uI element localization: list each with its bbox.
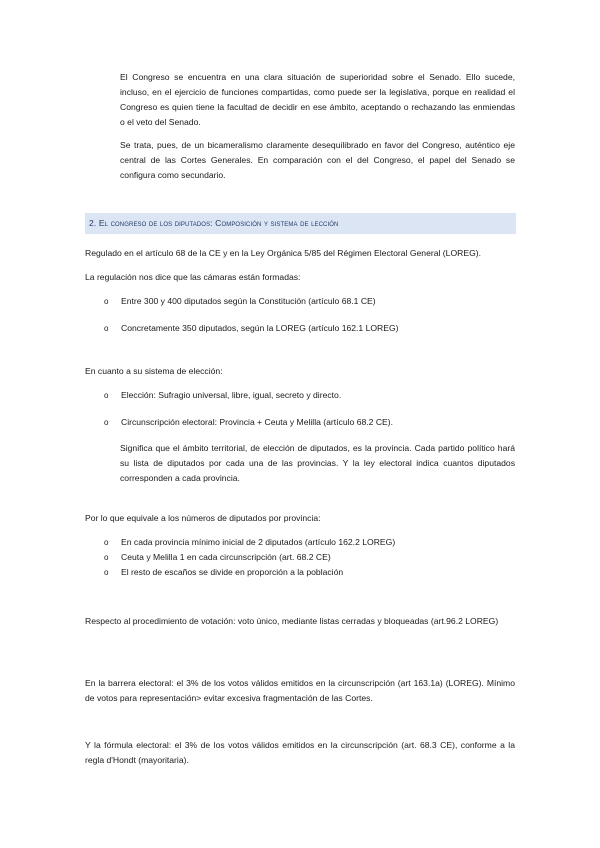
- bullet-icon: o: [104, 418, 109, 427]
- regulation-intro: La regulación nos dice que las cámaras están formadas:: [85, 272, 301, 282]
- bullet-icon: o: [104, 553, 109, 562]
- per-province-intro: Por lo que equivale a los números de diputados por provincia:: [85, 513, 321, 523]
- bullet-icon: o: [104, 538, 109, 547]
- list-item: o En cada provincia mínimo inicial de 2 diputados (artículo 162.2 LOREG): [85, 535, 515, 550]
- election-intro: En cuanto a su sistema de elección:: [85, 366, 223, 376]
- regulation-paragraph: Regulado en el artículo 68 de la CE y en la Ley Orgánica 5/85 del Régimen Electoral General (LOREG).: [85, 248, 482, 258]
- list-item: o Concretamente 350 diputados, según la LOREG (artículo 162.1 LOREG): [85, 321, 515, 336]
- section-heading: 2. El congreso de los diputados: Composición y sistema de lección: [85, 213, 516, 234]
- intro-paragraph-1: El Congreso se encuentra en una clara situación de superioridad sobre el Senado. Ello sucede, incluso, en el ejercicio de funciones compartidas, como puede ser la legislativa, porque en realidad el Congreso es quien tiene la facultad de decidir en ese ámbito, aceptando o rechazando las enmiendas o el veto del Senado.: [120, 72, 515, 127]
- list-item: o Entre 300 y 400 diputados según la Constitución (artículo 68.1 CE): [85, 294, 515, 309]
- bullet-icon: o: [104, 391, 109, 400]
- composition-list: [85, 294, 515, 336]
- per-province-list: [85, 535, 515, 580]
- province-note: Significa que el ámbito territorial, de elección de diputados, es la provincia. Cada partido político hará su lista de diputados por cada una de las provincias. Y la ley electoral indica cuantos diputados corresponden a cada provincia.: [120, 443, 515, 483]
- voting-procedure: Respecto al procedimiento de votación: voto único, mediante listas cerradas y bloqueadas (art.96.2 LOREG): [85, 616, 499, 626]
- bullet-icon: o: [104, 297, 109, 306]
- bullet-icon: o: [104, 568, 109, 577]
- electoral-barrier: En la barrera electoral: el 3% de los votos válidos emitidos en la circunscripción (art 163.1a) (LOREG). Mínimo de votos para representación> evitar excesiva fragmentación de las Cortes.: [85, 678, 515, 703]
- list-item: o El resto de escaños se divide en proporción a la población: [85, 565, 515, 580]
- list-item: o Elección: Sufragio universal, libre, igual, secreto y directo.: [85, 388, 515, 403]
- bullet-icon: o: [104, 324, 109, 333]
- intro-paragraph-2: Se trata, pues, de un bicameralismo claramente desequilibrado en favor del Congreso, auténtico eje central de las Cortes Generales. En comparación con el del Congreso, el papel del Senado se configura como secundario.: [120, 140, 515, 180]
- electoral-formula: Y la fórmula electoral: el 3% de los votos válidos emitidos en la circunscripción (art. 68.3 CE), conforme a la regla d'Hondt (mayoritaria).: [85, 740, 515, 765]
- list-item: o Ceuta y Melilla 1 en cada circunscripción (art. 68.2 CE): [85, 550, 515, 565]
- list-item: o Circunscripción electoral: Provincia + Ceuta y Melilla (artículo 68.2 CE).: [85, 415, 515, 430]
- election-list: [85, 388, 515, 430]
